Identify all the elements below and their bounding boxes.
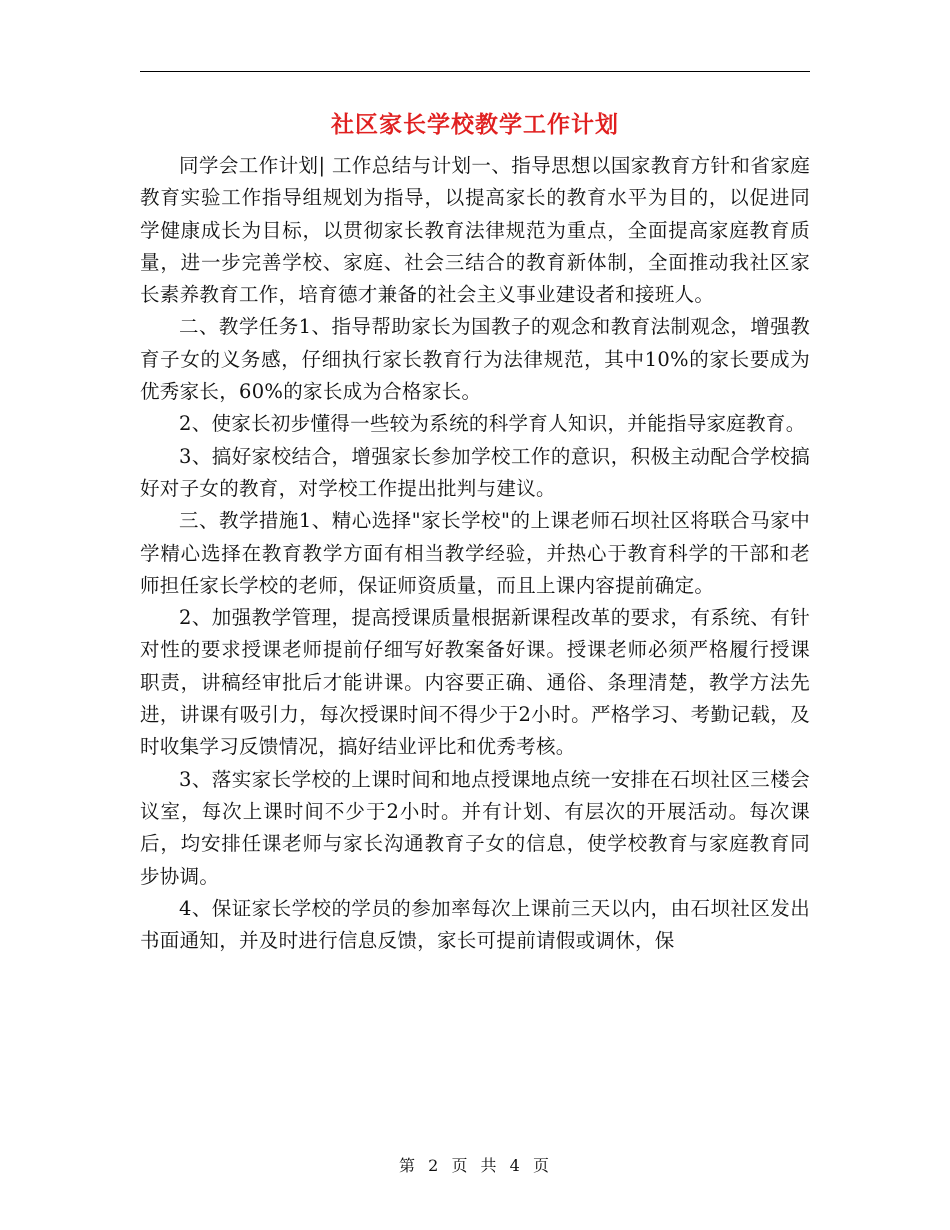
paragraph-teaching-tasks: 二、教学任务1、指导帮助家长为国教子的观念和教育法制观念，增强教育子女的义务感，仔细执行家长教育行为法律规范，其中10%的家长要成为优秀家长，60%的家长成为合格家长。 — [140, 315, 810, 404]
paragraph-measure-3: 3、落实家长学校的上课时间和地点授课地点统一安排在石坝社区三楼会议室，每次上课时间不少于2小时。并有计划、有层次的开展活动。每次课后，均安排任课老师与家长沟通教育子女的信息，使学校教育与家庭教育同步协调。 — [140, 767, 810, 888]
paragraph-teaching-measures: 三、教学措施1、精心选择"家长学校"的上课老师石坝社区将联合马家中学精心选择在教育教学方面有相当教学经验，并热心于教育科学的干部和老师担任家长学校的老师，保证师资质量，而且上课内容提前确定。 — [140, 509, 810, 597]
paragraph-measure-4: 4、保证家长学校的学员的参加率每次上课前三天以内，由石坝社区发出书面通知，并及时进行信息反馈，家长可提前请假或调休，保 — [140, 896, 810, 953]
footer-current-page: 2 — [428, 1156, 441, 1175]
footer-total-word: 共 — [480, 1156, 499, 1175]
footer-page-word: 页 — [451, 1156, 470, 1175]
paragraph-task-3: 3、搞好家校结合，增强家长参加学校工作的意识，积极主动配合学校搞好对子女的教育，对学校工作提出批判与建议。 — [140, 444, 810, 500]
footer-suffix: 页 — [532, 1156, 551, 1175]
paragraph-guiding-ideology: 同学会工作计划| 工作总结与计划一、指导思想以国家教育方针和省家庭教育实验工作指导组规划为指导，以提高家长的教育水平为目的，以促进同学健康成长为目标，以贯彻家长教育法律规范为重点，全面提高家庭教育质量，进一步完善学校、家庭、社会三结合的教育新体制，全面推动我社区家长素养教育工作，培育德才兼备的社会主义事业建设者和接班人。 — [140, 154, 810, 307]
document-title: 社区家长学校教学工作计划 — [331, 112, 619, 138]
footer-total-pages: 4 — [509, 1156, 522, 1175]
header-rule — [140, 71, 810, 72]
page-footer — [0, 1153, 950, 1176]
document-body — [140, 150, 810, 957]
paragraph-measure-2: 2、加强教学管理，提高授课质量根据新课程改革的要求，有系统、有针对性的要求授课老师提前仔细写好教案备好课。授课老师必须严格履行授课职责，讲稿经审批后才能讲课。内容要正确、通俗、条理清楚，教学方法先进，讲课有吸引力，每次授课时间不得少于2小时。严格学习、考勤记载，及时收集学习反馈情况，搞好结业评比和优秀考核。 — [140, 606, 810, 759]
paragraph-task-2: 2、使家长初步懂得一些较为系统的科学育人知识，并能指导家庭教育。 — [179, 412, 806, 436]
footer-prefix: 第 — [399, 1156, 418, 1175]
